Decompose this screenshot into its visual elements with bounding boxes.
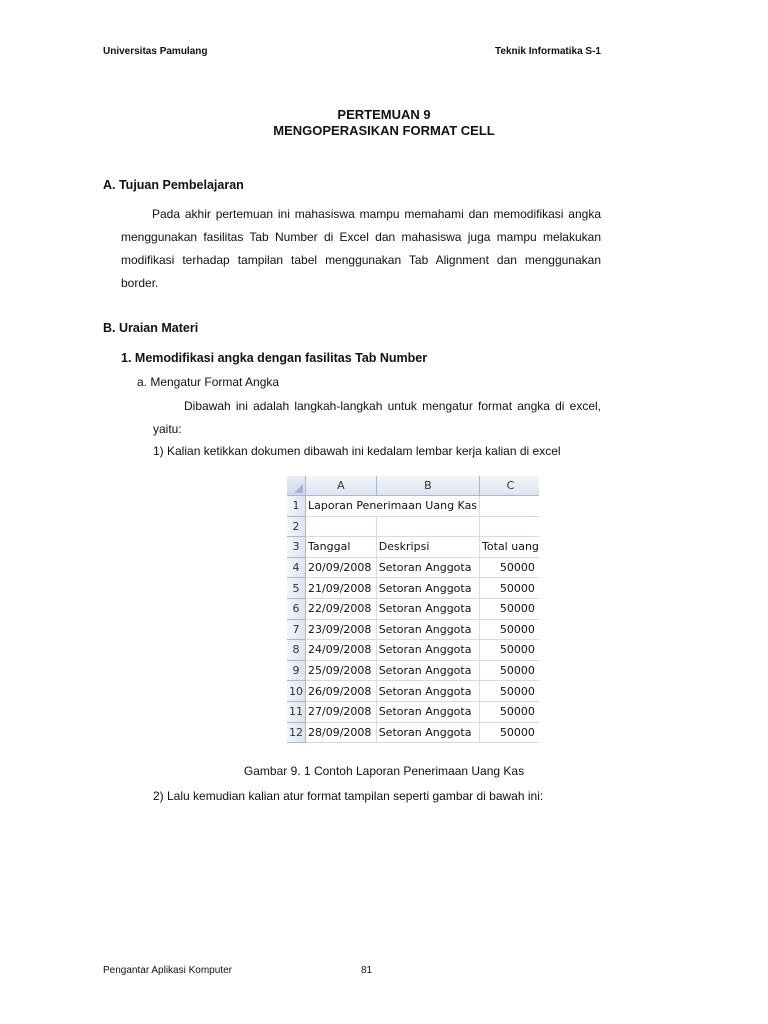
cell-a: 28/09/2008: [306, 722, 377, 743]
figure-caption: Gambar 9. 1 Contoh Laporan Penerimaan Uang Kas: [243, 764, 525, 778]
cell-a: 21/09/2008: [306, 578, 377, 599]
subsection-1-title: Memodifikasi angka dengan fasilitas Tab Number: [134, 351, 428, 365]
page-title: PERTEMUAN 9: [337, 107, 431, 122]
row-header: 3: [287, 537, 306, 558]
subsection-1-number: 1.: [121, 351, 132, 365]
page-subtitle: MENGOPERASIKAN FORMAT CELL: [273, 123, 495, 138]
spreadsheet-figure: [287, 476, 539, 748]
row-header: 11: [287, 701, 306, 722]
step-2: 2) Lalu kemudian kalian atur format tampilan seperti gambar di bawah ini:: [153, 789, 544, 803]
cell-c: 50000: [480, 578, 539, 599]
section-a-paragraph: Pada akhir pertemuan ini mahasiswa mampu memahami dan memodifikasi angka menggunakan fasilitas Tab Number di Excel dan mahasiswa juga mampu melakukan modifikasi terhadap tampilan tabel menggunakan Tab Alignment dan menggunakan border.: [121, 207, 601, 290]
cell-b: Setoran Anggota: [376, 681, 479, 702]
table-row: [287, 701, 539, 722]
table-row: [287, 619, 539, 640]
column-header-a: A: [306, 476, 377, 496]
table-row: [287, 578, 539, 599]
header-university: Universitas Pamulang: [103, 46, 208, 57]
table-row: [287, 496, 539, 517]
item-a: a. Mengatur Format Angka: [137, 375, 280, 389]
column-header-b: B: [376, 476, 479, 496]
item-a-paragraph: Dibawah ini adalah langkah-langkah untuk mengatur format angka di excel, yaitu:: [153, 399, 601, 436]
cell-b: Setoran Anggota: [376, 722, 479, 743]
cell-c: 50000: [480, 557, 539, 578]
cell-b: Setoran Anggota: [376, 578, 479, 599]
table-row: [287, 681, 539, 702]
cell-c: Total uang: [480, 537, 539, 558]
cell-c: 50000: [480, 681, 539, 702]
table-row: [287, 516, 539, 537]
cell-c: [480, 516, 539, 537]
row-header: 10: [287, 681, 306, 702]
section-b-heading: B. Uraian Materi: [103, 321, 199, 335]
cell-c: 50000: [480, 660, 539, 681]
cell-a: Laporan Penerimaan Uang Kas: [306, 496, 480, 517]
cell-a: 23/09/2008: [306, 619, 377, 640]
cell-a: 20/09/2008: [306, 557, 377, 578]
row-header: 12: [287, 722, 306, 743]
cell-b: Setoran Anggota: [376, 598, 479, 619]
spreadsheet-table: [287, 476, 539, 743]
section-a-heading: A. Tujuan Pembelajaran: [103, 178, 244, 192]
row-header: 6: [287, 598, 306, 619]
cell-a: 22/09/2008: [306, 598, 377, 619]
cell-c: 50000: [480, 722, 539, 743]
cell-b: Setoran Anggota: [376, 557, 479, 578]
table-row: [287, 660, 539, 681]
cell-c: 50000: [480, 619, 539, 640]
row-header: 1: [287, 496, 306, 517]
header-program: Teknik Informatika S-1: [495, 46, 601, 57]
cell-c: 50000: [480, 640, 539, 661]
cell-c: 50000: [480, 701, 539, 722]
cell-b: Setoran Anggota: [376, 640, 479, 661]
column-header-c: C: [480, 476, 539, 496]
footer-course: Pengantar Aplikasi Komputer: [103, 965, 232, 976]
cell-b: Deskripsi: [376, 537, 479, 558]
row-header: 7: [287, 619, 306, 640]
row-header: 9: [287, 660, 306, 681]
cell-a: 25/09/2008: [306, 660, 377, 681]
row-header: 5: [287, 578, 306, 599]
row-header: 2: [287, 516, 306, 537]
cell-c: [480, 496, 539, 517]
table-row: [287, 598, 539, 619]
cell-a: 26/09/2008: [306, 681, 377, 702]
row-header: 8: [287, 640, 306, 661]
table-row: [287, 640, 539, 661]
cell-a: Tanggal: [306, 537, 377, 558]
table-row: [287, 537, 539, 558]
cell-c: 50000: [480, 598, 539, 619]
table-row: [287, 557, 539, 578]
select-all-corner: [287, 476, 306, 496]
cell-a: 27/09/2008: [306, 701, 377, 722]
step-1: 1) Kalian ketikkan dokumen dibawah ini kedalam lembar kerja kalian di excel: [153, 444, 561, 458]
cell-b: Setoran Anggota: [376, 701, 479, 722]
cell-a: [306, 516, 377, 537]
table-row: [287, 722, 539, 743]
page-number: 81: [361, 965, 373, 976]
row-header: 4: [287, 557, 306, 578]
cell-b: Setoran Anggota: [376, 619, 479, 640]
column-header-row: [287, 476, 539, 496]
subsection-1-heading: [121, 351, 427, 365]
cell-b: Setoran Anggota: [376, 660, 479, 681]
cell-a: 24/09/2008: [306, 640, 377, 661]
spreadsheet-body: [287, 496, 539, 743]
cell-b: [376, 516, 479, 537]
